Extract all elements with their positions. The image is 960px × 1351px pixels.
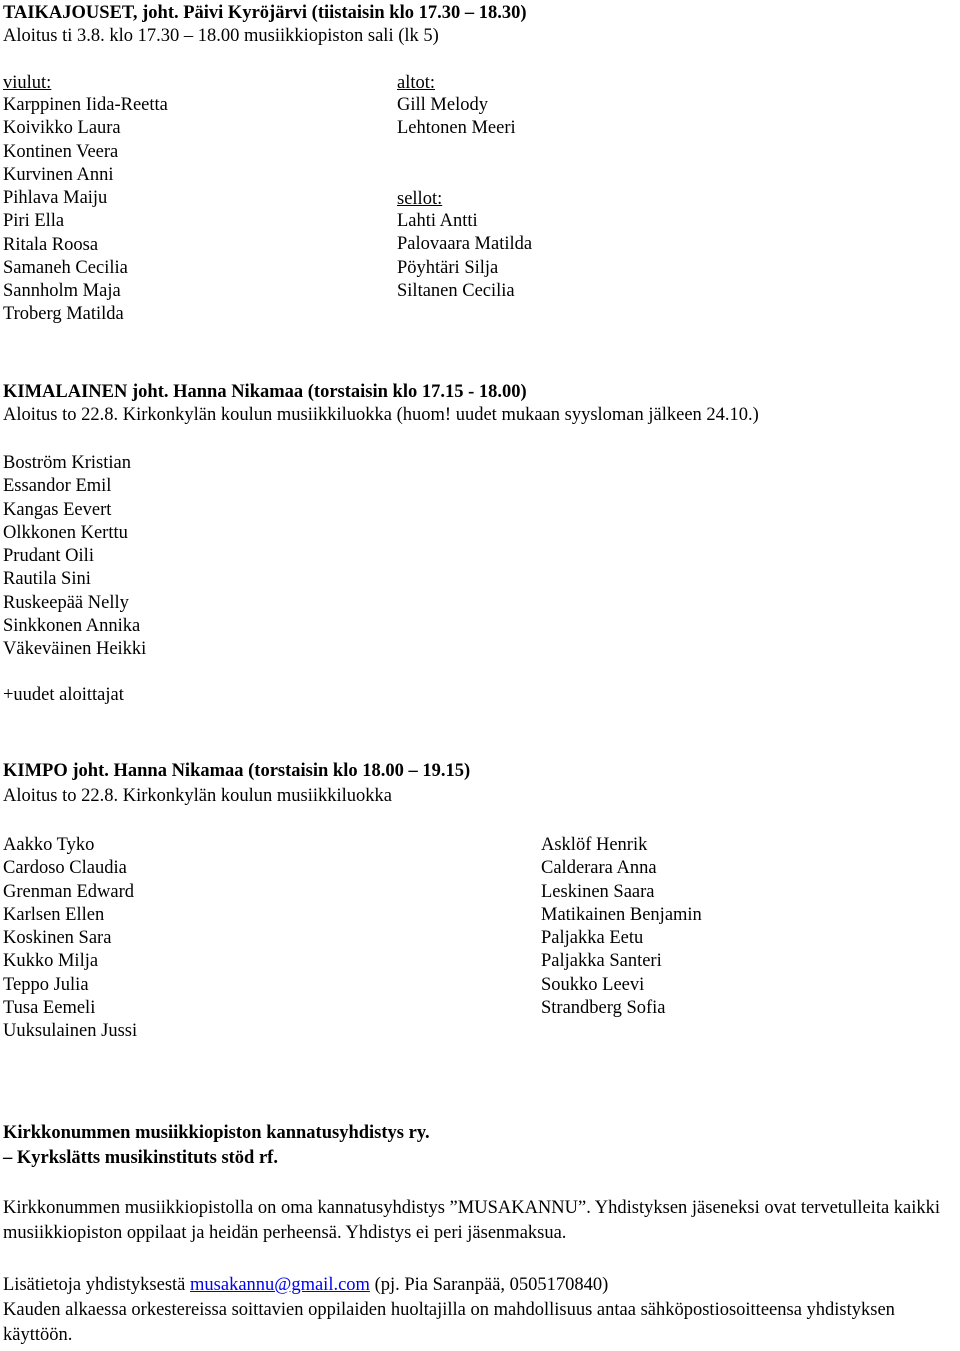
list-item: Gill Melody: [397, 95, 488, 115]
list-item: Ruskeepää Nelly: [3, 592, 129, 613]
list-item: Palovaara Matilda: [397, 234, 533, 255]
list-item: Soukko Leevi: [541, 974, 645, 995]
association-heading: Kirkkonummen musiikkiopiston kannatusyhdistys ry.: [3, 1123, 430, 1143]
kimalainen-new-members: +uudet aloittajat: [3, 685, 124, 705]
list-item: Aakko Tyko: [3, 835, 95, 855]
kimalainen-start: Aloitus to 22.8. Kirkonkylän koulun musiikkiluokka (huom! uudet mukaan syysloman jälkeen 24.10.): [3, 405, 759, 425]
violas-heading: altot:: [397, 73, 436, 93]
taikajouset-title: TAIKAJOUSET, joht. Päivi Kyröjärvi (tiistaisin klo 17.30 – 18.30): [3, 3, 527, 23]
kimalainen-members: [3, 452, 146, 661]
info-prefix: Lisätietoja yhdistyksestä: [3, 1275, 191, 1295]
kimpo-title: KIMPO joht. Hanna Nikamaa (torstaisin klo 18.00 – 19.15): [3, 761, 471, 781]
kimpo-members-right: [541, 834, 702, 1020]
info-suffix: (pj. Pia Saranpää, 0505170840): [369, 1275, 609, 1295]
list-item: Pihlava Maiju: [3, 188, 108, 208]
list-item: Boström Kristian: [3, 453, 131, 473]
association-closing: Kauden alkaessa orkestereissa soittavien oppilaiden huoltajilla on mahdollisuus antaa sähköpostiosoitteensa yhdistyksen käyttöön.: [3, 1300, 895, 1345]
email-link[interactable]: musakannu@gmail.com: [190, 1275, 370, 1295]
list-item: Kontinen Veera: [3, 141, 119, 162]
list-item: Troberg Matilda: [3, 304, 124, 325]
list-item: Koskinen Sara: [3, 928, 112, 948]
association-subheading: – Kyrkslätts musikinstituts stöd rf.: [3, 1148, 278, 1168]
list-item: Väkeväinen Heikki: [3, 639, 147, 659]
list-item: Leskinen Saara: [541, 881, 655, 902]
list-item: Matikainen Benjamin: [541, 904, 702, 925]
list-item: Ritala Roosa: [3, 234, 99, 255]
list-item: Kangas Eevert: [3, 499, 112, 520]
list-item: Lahti Antti: [397, 211, 478, 231]
cellos-list: [397, 210, 532, 303]
taikajouset-start: Aloitus ti 3.8. klo 17.30 – 18.00 musiikkiopiston sali (lk 5): [3, 26, 439, 46]
association-intro: Kirkkonummen musiikkiopistolla on oma kannatusyhdistys ”MUSAKANNU”. Yhdistyksen jäseneksi ovat tervetulleita kaikki musiikkiopiston oppilaat ja heidän perheensä. Yhdistys ei peri jäsenmaksua.: [3, 1198, 941, 1243]
violins-heading: viulut:: [3, 73, 52, 93]
violas-list: [397, 94, 516, 141]
kimalainen-title: KIMALAINEN joht. Hanna Nikamaa (torstaisin klo 17.15 - 18.00): [3, 382, 527, 402]
list-item: Karlsen Ellen: [3, 904, 105, 925]
list-item: Uuksulainen Jussi: [3, 1021, 138, 1041]
list-item: Siltanen Cecilia: [397, 280, 515, 301]
list-item: Essandor Emil: [3, 476, 112, 497]
list-item: Pöyhtäri Silja: [397, 257, 499, 278]
list-item: Sannholm Maja: [3, 281, 121, 301]
list-item: Kurvinen Anni: [3, 164, 114, 185]
list-item: Koivikko Laura: [3, 118, 121, 139]
association-info: [3, 1273, 958, 1298]
list-item: Karppinen Iida-Reetta: [3, 95, 168, 115]
list-item: Cardoso Claudia: [3, 858, 127, 879]
list-item: Kukko Milja: [3, 951, 99, 972]
list-item: Calderara Anna: [541, 858, 657, 879]
list-item: Grenman Edward: [3, 881, 134, 902]
list-item: Samaneh Cecilia: [3, 257, 128, 278]
cellos-heading: sellot:: [397, 189, 443, 209]
list-item: Sinkkonen Annika: [3, 615, 141, 636]
kimpo-start: Aloitus to 22.8. Kirkonkylän koulun musiikkiluokka: [3, 786, 393, 806]
list-item: Piri Ella: [3, 211, 65, 232]
list-item: Paljakka Santeri: [541, 951, 662, 972]
list-item: Tusa Eemeli: [3, 997, 96, 1018]
list-item: Lehtonen Meeri: [397, 118, 516, 139]
kimpo-members-left: [3, 834, 137, 1043]
list-item: Strandberg Sofia: [541, 997, 666, 1018]
list-item: Rautila Sini: [3, 569, 91, 590]
list-item: Prudant Oili: [3, 546, 94, 566]
list-item: Olkkonen Kerttu: [3, 522, 128, 543]
list-item: Asklöf Henrik: [541, 835, 648, 855]
violins-list: [3, 94, 168, 327]
list-item: Teppo Julia: [3, 974, 89, 995]
list-item: Paljakka Eetu: [541, 928, 644, 948]
